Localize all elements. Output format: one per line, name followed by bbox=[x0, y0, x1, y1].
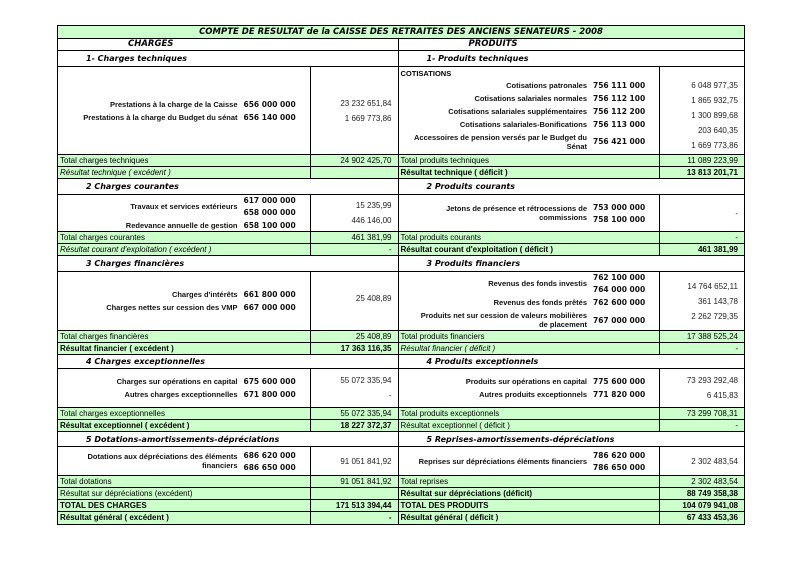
result-value bbox=[310, 167, 398, 178]
account-code: 656 140 000 bbox=[243, 112, 296, 122]
total-label: Total charges financières bbox=[60, 332, 149, 341]
line-item bbox=[399, 203, 660, 224]
result-value: 13 813 201,71 bbox=[659, 167, 744, 178]
section-body bbox=[399, 195, 745, 232]
account-code: 661 800 000 bbox=[243, 290, 296, 299]
charges-column bbox=[58, 39, 399, 524]
section-body bbox=[399, 272, 745, 331]
result-label: Résultat technique ( excédent ) bbox=[60, 168, 171, 177]
section-values bbox=[659, 369, 744, 407]
section-header: 1- Produits techniques bbox=[399, 51, 745, 67]
account-codes bbox=[238, 377, 310, 386]
item-value: 91 051 841,92 bbox=[340, 456, 392, 466]
section-total-row bbox=[58, 408, 398, 420]
line-item bbox=[399, 298, 660, 307]
item-label: Redevance annuelle de gestion bbox=[125, 221, 238, 230]
total-label: Total produits techniques bbox=[400, 156, 489, 165]
account-codes bbox=[587, 137, 659, 146]
total-value: 25 408,89 bbox=[310, 331, 398, 342]
grand-total-row bbox=[58, 500, 398, 512]
item-value: 6 415,83 bbox=[706, 391, 738, 400]
account-code: 667 000 000 bbox=[243, 303, 296, 312]
section-result-row bbox=[399, 420, 745, 432]
total-label: Total produits financiers bbox=[400, 332, 485, 341]
item-value: 1 865 932,75 bbox=[691, 96, 738, 105]
section-result-row bbox=[58, 420, 398, 432]
result-label: Résultat financier ( déficit ) bbox=[400, 344, 496, 353]
total-label: Total produits courants bbox=[400, 233, 481, 242]
item-label: Prestations à la charge de la Caisse bbox=[109, 99, 238, 109]
section-header: 3 Charges financières bbox=[58, 256, 398, 272]
section-body bbox=[399, 67, 745, 155]
item-label: Accessoires de pension versés par le Budget du Sénat bbox=[414, 132, 587, 151]
total-label: Total produits exceptionnels bbox=[400, 409, 500, 418]
item-label: Dotations aux dépréciations des éléments financiers bbox=[87, 452, 238, 470]
item-label: Autres produits exceptionnels bbox=[479, 390, 587, 399]
item-label: Cotisations salariales normales bbox=[474, 93, 587, 103]
item-label: Cotisations salariales-Bonifications bbox=[459, 119, 587, 129]
section-header: 3 Produits financiers bbox=[399, 256, 745, 272]
section-header: 2 Charges courantes bbox=[58, 179, 398, 195]
grand-total-label: TOTAL DES PRODUITS bbox=[400, 501, 489, 510]
account-codes bbox=[587, 273, 659, 294]
section-body bbox=[399, 369, 745, 408]
item-label: Autres charges exceptionnelles bbox=[124, 390, 238, 399]
account-code: 656 000 000 bbox=[243, 99, 296, 109]
total-label: Total charges techniques bbox=[60, 156, 149, 165]
result-label: Résultat sur dépréciations (excédent) bbox=[60, 489, 193, 498]
section-values bbox=[310, 67, 398, 154]
section-labels bbox=[58, 369, 310, 407]
result-value: 88 749 358,38 bbox=[659, 488, 744, 499]
result-label: Résultat exceptionnel ( déficit ) bbox=[400, 421, 510, 430]
line-item bbox=[399, 94, 660, 103]
section-values bbox=[310, 369, 398, 407]
account-code: 617 000 000 bbox=[243, 196, 296, 205]
account-codes bbox=[587, 316, 659, 325]
result-label: Résultat courant d'exploitation ( déficit ) bbox=[400, 245, 554, 254]
total-value: 17 388 525,24 bbox=[659, 331, 744, 342]
line-item bbox=[399, 81, 660, 90]
section-values bbox=[659, 195, 744, 231]
grand-total-label: TOTAL DES CHARGES bbox=[60, 501, 147, 510]
item-label: Charges nettes sur cession des VMP bbox=[106, 303, 238, 312]
account-code: 762 600 000 bbox=[593, 298, 646, 307]
total-value: - bbox=[659, 232, 744, 243]
item-value: 23 232 651,84 bbox=[340, 98, 392, 108]
account-codes bbox=[587, 298, 659, 307]
income-statement-table bbox=[57, 25, 745, 525]
result-label: Résultat technique ( déficit ) bbox=[400, 168, 508, 177]
item-value: - bbox=[388, 391, 392, 400]
section-result-row bbox=[399, 167, 745, 179]
section-header: 4 Produits exceptionnels bbox=[399, 355, 745, 369]
account-code: 762 100 000 bbox=[593, 273, 646, 282]
result-value: 17 363 116,35 bbox=[310, 343, 398, 354]
section-total-row bbox=[399, 408, 745, 420]
section-header: 5 Dotations-amortissements-dépréciations bbox=[58, 432, 398, 447]
account-code: 775 600 000 bbox=[593, 377, 646, 386]
grand-total-value: 104 079 941,08 bbox=[659, 500, 744, 511]
item-label: Revenus des fonds prêtés bbox=[493, 298, 587, 307]
general-result-row bbox=[399, 512, 745, 524]
section-values bbox=[310, 195, 398, 231]
total-label: Total charges exceptionnelles bbox=[60, 409, 165, 418]
total-label: Total charges courantes bbox=[60, 233, 145, 242]
item-label: Charges d'intérêts bbox=[171, 290, 238, 299]
total-label: Total dotations bbox=[60, 477, 112, 486]
line-item bbox=[399, 390, 660, 399]
item-label: Produits net sur cession de valeurs mobilières de placement bbox=[420, 311, 587, 329]
section-body bbox=[58, 195, 398, 232]
item-label: Produits sur opérations en capital bbox=[465, 377, 587, 386]
line-item bbox=[58, 100, 310, 109]
section-total-row bbox=[58, 331, 398, 343]
account-codes bbox=[238, 221, 310, 230]
section-labels bbox=[399, 447, 660, 475]
section-result-row bbox=[58, 167, 398, 179]
general-result-value: - bbox=[310, 512, 398, 524]
section-result-row bbox=[58, 244, 398, 256]
item-label: Cotisations salariales supplémentaires bbox=[448, 106, 587, 116]
account-code: 658 000 000 bbox=[243, 208, 296, 217]
total-value: 73 299 708,31 bbox=[659, 408, 744, 419]
account-codes bbox=[587, 377, 659, 386]
item-value: 25 408,89 bbox=[355, 293, 392, 303]
section-header: 4 Charges exceptionnelles bbox=[58, 355, 398, 369]
account-codes bbox=[587, 81, 659, 90]
item-label: Cotisations patronales bbox=[506, 80, 587, 90]
general-result-label: Résultat général ( déficit ) bbox=[400, 513, 499, 522]
section-values bbox=[310, 447, 398, 475]
account-codes bbox=[587, 120, 659, 129]
account-codes bbox=[238, 451, 310, 472]
line-item bbox=[399, 377, 660, 386]
produits-column bbox=[399, 39, 745, 524]
section-header: 2 Produits courants bbox=[399, 179, 745, 195]
section-values bbox=[310, 272, 398, 330]
line-item bbox=[58, 113, 310, 122]
account-code: 756 112 100 bbox=[593, 93, 646, 103]
account-code: 675 600 000 bbox=[243, 377, 296, 386]
section-total-row bbox=[58, 155, 398, 167]
result-value: 18 227 372,37 bbox=[310, 420, 398, 431]
result-label: Résultat financier ( excédent ) bbox=[60, 344, 174, 353]
item-value: 55 072 335,94 bbox=[340, 376, 392, 385]
account-code: 658 100 000 bbox=[243, 221, 296, 230]
general-result-label: Résultat général ( excédent ) bbox=[60, 513, 169, 522]
section-labels bbox=[58, 67, 310, 154]
account-codes bbox=[238, 290, 310, 299]
section-values bbox=[659, 272, 744, 330]
grand-total-value: 171 513 394,44 bbox=[310, 500, 398, 511]
item-value: - bbox=[735, 208, 738, 218]
item-value: 203 640,35 bbox=[697, 126, 738, 135]
section-labels bbox=[399, 272, 660, 330]
item-label: Prestations à la charge du Budget du sénat bbox=[83, 112, 238, 122]
line-item bbox=[399, 107, 660, 116]
account-code: 756 111 000 bbox=[593, 80, 646, 90]
section-result-row bbox=[399, 488, 745, 500]
account-code: 764 000 000 bbox=[593, 285, 646, 294]
item-label: Jetons de présence et rétrocessions de commissions bbox=[446, 204, 587, 222]
item-value: 1 300 899,68 bbox=[691, 111, 738, 120]
line-item bbox=[58, 303, 310, 312]
total-value: 2 302 483,54 bbox=[659, 476, 744, 487]
account-code: 671 800 000 bbox=[243, 390, 296, 399]
account-code: 756 113 000 bbox=[593, 119, 646, 129]
item-value: 14 764 652,11 bbox=[687, 281, 738, 291]
item-value: 15 235,99 bbox=[355, 201, 392, 210]
total-value: 461 381,99 bbox=[310, 232, 398, 243]
line-item bbox=[399, 120, 660, 129]
result-value bbox=[310, 488, 398, 499]
section-result-row bbox=[58, 488, 398, 500]
item-value: 73 293 292,48 bbox=[686, 376, 738, 385]
section-labels bbox=[399, 369, 660, 407]
line-item bbox=[58, 196, 310, 217]
section-labels bbox=[58, 272, 310, 330]
section-body bbox=[399, 447, 745, 476]
section-header: 5 Reprises-amortissements-dépréciations bbox=[399, 432, 745, 447]
account-code: 786 650 000 bbox=[593, 462, 646, 472]
account-codes bbox=[587, 390, 659, 399]
account-codes bbox=[587, 451, 659, 472]
result-label: Résultat courant d'exploitation ( excédent ) bbox=[60, 245, 212, 254]
total-value: 24 902 425,70 bbox=[310, 155, 398, 166]
section-total-row bbox=[399, 232, 745, 244]
result-label: Résultat exceptionnel ( excédent ) bbox=[60, 421, 190, 430]
account-codes bbox=[238, 196, 310, 217]
account-codes bbox=[238, 303, 310, 312]
line-item bbox=[399, 133, 660, 151]
charges-heading: CHARGES bbox=[58, 39, 398, 51]
section-body bbox=[58, 272, 398, 331]
account-code: 756 112 200 bbox=[593, 106, 646, 116]
section-body bbox=[58, 67, 398, 155]
account-codes bbox=[238, 113, 310, 122]
section-values bbox=[659, 447, 744, 475]
line-item bbox=[58, 451, 310, 472]
section-header: 1- Charges techniques bbox=[58, 51, 398, 67]
total-label: Total reprises bbox=[400, 477, 449, 486]
section-total-row bbox=[399, 476, 745, 488]
line-item bbox=[58, 221, 310, 230]
account-code: 753 000 000 bbox=[593, 202, 646, 212]
account-code: 758 100 000 bbox=[593, 214, 646, 224]
line-item bbox=[399, 273, 660, 294]
section-result-row bbox=[399, 244, 745, 256]
total-value: 55 072 335,94 bbox=[310, 408, 398, 419]
item-value: 1 669 773,86 bbox=[691, 141, 738, 150]
section-total-row bbox=[399, 331, 745, 343]
account-code: 767 000 000 bbox=[593, 315, 646, 325]
produits-heading: PRODUITS bbox=[399, 39, 745, 51]
result-value: - bbox=[310, 244, 398, 255]
section-values bbox=[659, 67, 744, 154]
section-total-row bbox=[58, 476, 398, 488]
item-value: 446 146,00 bbox=[351, 216, 392, 225]
grand-total-row bbox=[399, 500, 745, 512]
account-codes bbox=[587, 107, 659, 116]
line-item bbox=[399, 311, 660, 329]
item-value: 361 143,78 bbox=[697, 296, 738, 306]
item-label: Reprises sur dépréciations éléments financiers bbox=[418, 456, 587, 466]
section-body bbox=[58, 447, 398, 476]
line-item bbox=[399, 451, 660, 472]
result-value: 461 381,99 bbox=[659, 244, 744, 255]
line-item bbox=[58, 377, 310, 386]
section-body bbox=[58, 369, 398, 408]
item-value: 2 302 483,54 bbox=[691, 456, 738, 466]
total-value: 91 051 841,92 bbox=[310, 476, 398, 487]
account-code: 786 620 000 bbox=[593, 450, 646, 460]
account-codes bbox=[587, 203, 659, 224]
section-labels bbox=[399, 195, 660, 231]
section-labels bbox=[58, 447, 310, 475]
table-title: COMPTE DE RESULTAT de la CAISSE DES RETRAITES DES ANCIENS SENATEURS - 2008 bbox=[58, 26, 744, 39]
section-labels bbox=[58, 195, 310, 231]
item-label: Travaux et services extérieurs bbox=[130, 202, 238, 211]
item-value: 6 048 977,35 bbox=[691, 81, 738, 90]
result-value: - bbox=[659, 420, 744, 431]
account-code: 756 421 000 bbox=[593, 137, 646, 146]
general-result-value: 67 433 453,36 bbox=[659, 512, 744, 524]
account-codes bbox=[238, 100, 310, 109]
result-value: - bbox=[659, 343, 744, 354]
item-value: 2 262 729,35 bbox=[691, 311, 738, 321]
general-result-row bbox=[58, 512, 398, 524]
section-labels bbox=[399, 67, 660, 154]
account-code: 686 620 000 bbox=[243, 450, 296, 460]
item-label: Revenus des fonds investis bbox=[488, 279, 587, 288]
section-result-row bbox=[58, 343, 398, 355]
line-item bbox=[58, 390, 310, 399]
line-item bbox=[58, 290, 310, 299]
section-result-row bbox=[399, 343, 745, 355]
section-total-row bbox=[399, 155, 745, 167]
item-value: 1 669 773,86 bbox=[344, 113, 392, 123]
account-codes bbox=[238, 390, 310, 399]
result-label: Résultat sur dépréciations (déficit) bbox=[400, 489, 533, 498]
item-label: Charges sur opérations en capital bbox=[116, 377, 238, 386]
cotisations-label: COTISATIONS bbox=[400, 69, 452, 78]
account-code: 771 820 000 bbox=[593, 390, 646, 399]
account-codes bbox=[587, 94, 659, 103]
account-code: 686 650 000 bbox=[243, 462, 296, 472]
section-total-row bbox=[58, 232, 398, 244]
total-value: 11 089 223,99 bbox=[659, 155, 744, 166]
